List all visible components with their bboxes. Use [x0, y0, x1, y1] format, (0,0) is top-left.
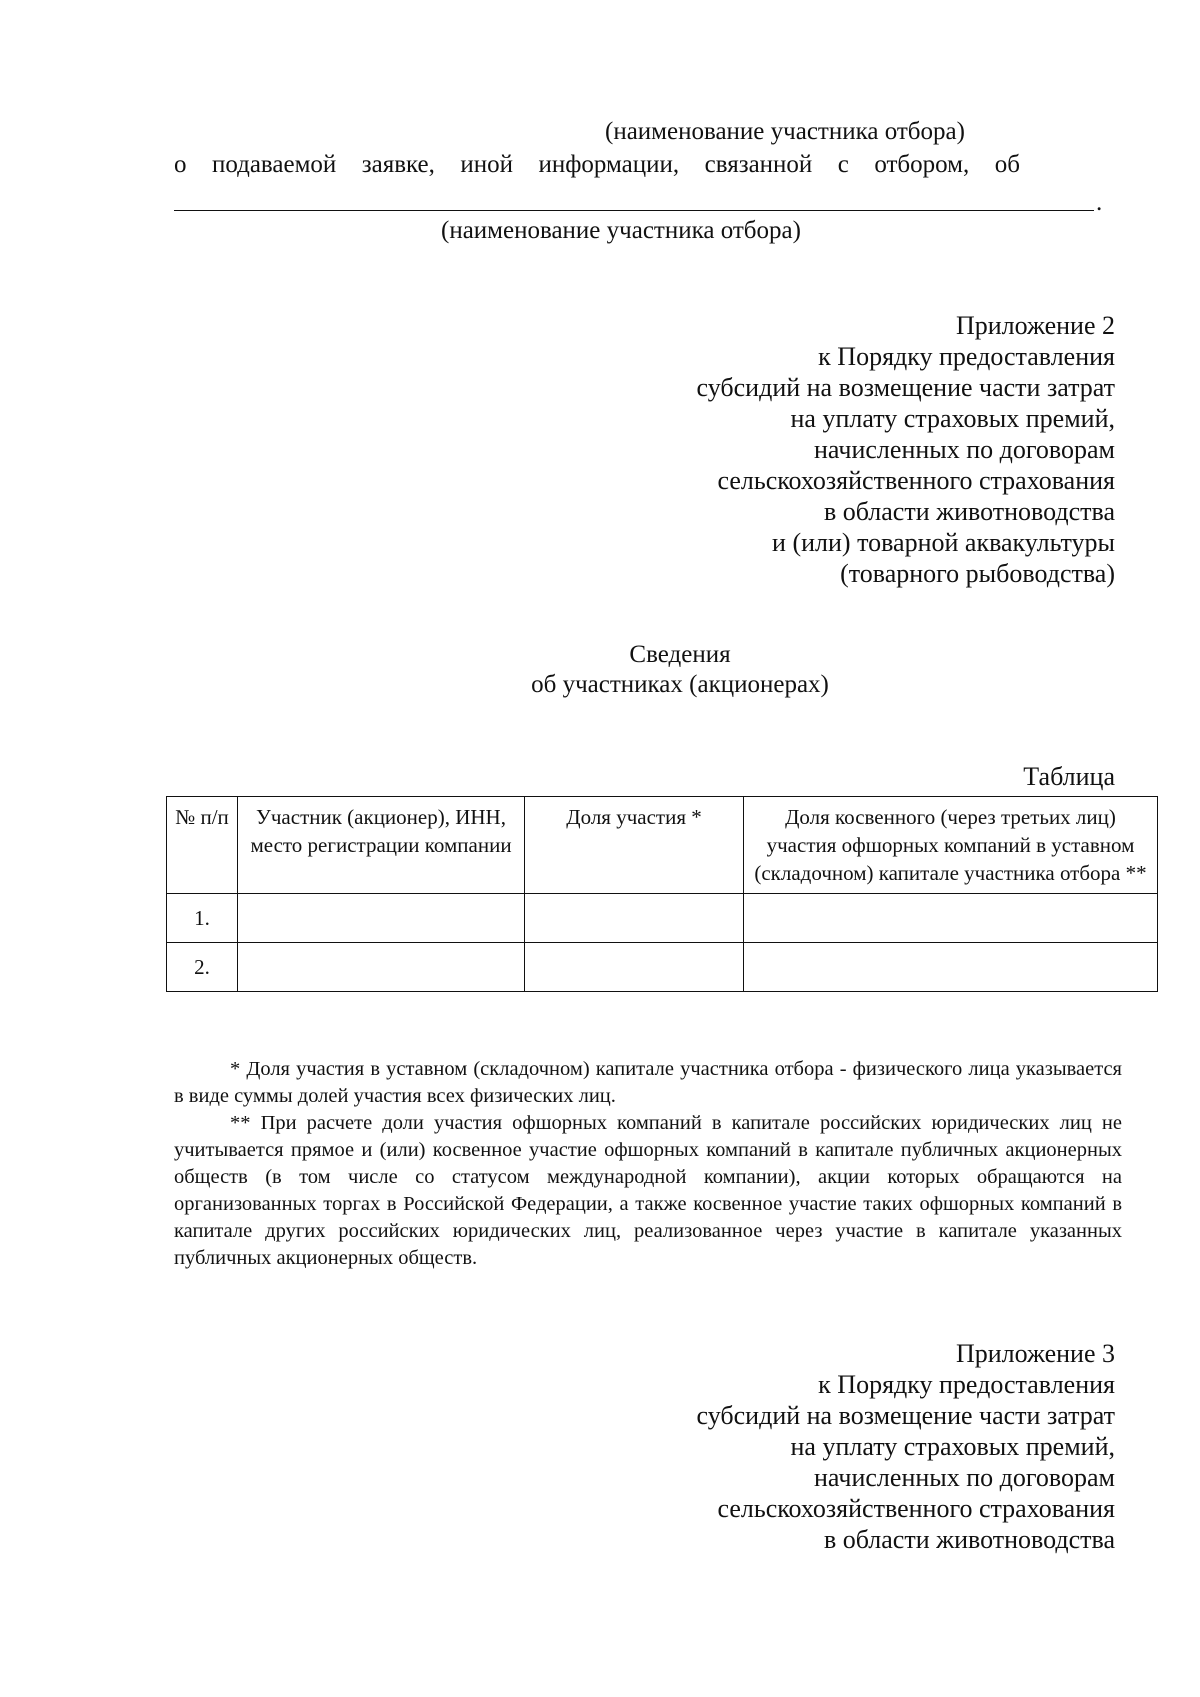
appendix-2-line: Приложение 2 [955, 311, 1115, 340]
appendix-2-line: субсидий на возмещение части затрат [696, 373, 1115, 402]
cell-share [525, 943, 744, 992]
participant-name-blank-line [174, 210, 1094, 211]
appendix-3-line: Приложение 3 [955, 1339, 1115, 1368]
appendix-3-line: к Порядку предоставления [818, 1370, 1115, 1399]
footnote-2: ** При расчете доли участия офшорных компаний в капитале российских юридических лиц не учитывается прямое и (или) косвенное участие офшорных компаний в капитале публичных акционерных обществ (в том числе со статусом международной компании), акции которых обращаются на организованных торгах в Российской Федерации, а также косвенное участие таких офшорных компаний в капитале других российских юридических лиц, реализованное через участие в капитале указанных публичных акционерных обществ. [174, 1112, 1122, 1269]
statement-word: о [174, 151, 187, 178]
cell-offshore-share [744, 943, 1158, 992]
participant-name-caption-bottom: (наименование участника отбора) [441, 217, 801, 244]
document-title-line-2: об участниках (акционерах) [531, 671, 829, 698]
statement-word: информации, [538, 151, 680, 178]
col-header-share: Доля участия * [525, 797, 744, 894]
table-header-row [167, 797, 1158, 894]
statement-word: заявке, [361, 151, 435, 178]
submission-statement-line [174, 150, 1020, 180]
appendix-3-line: на уплату страховых премий, [790, 1432, 1115, 1461]
statement-word: отбором, [874, 151, 970, 178]
document-title [80, 640, 1200, 700]
statement-word: с [837, 151, 849, 178]
appendix-2-line: сельскохозяйственного страхования [717, 466, 1115, 495]
col-header-number: № п/п [167, 797, 238, 894]
appendix-2-line: и (или) товарной аквакультуры [772, 528, 1115, 557]
statement-word: связанной [704, 151, 813, 178]
statement-word: подаваемой [211, 151, 337, 178]
table-label: Таблица [1023, 762, 1115, 791]
appendix-2-line: к Порядку предоставления [818, 342, 1115, 371]
blank-line-period: . [1096, 189, 1103, 216]
appendix-2-line: (товарного рыбоводства) [840, 559, 1115, 588]
appendix-3-line: сельскохозяйственного страхования [717, 1494, 1115, 1523]
appendix-2-heading [697, 310, 1115, 589]
cell-number: 1. [167, 894, 238, 943]
footnotes [174, 1056, 1122, 1272]
table-row [167, 943, 1158, 992]
cell-offshore-share [744, 894, 1158, 943]
statement-word: иной [460, 151, 513, 178]
statement-word: об [994, 151, 1020, 178]
appendix-3-line: начисленных по договорам [813, 1463, 1115, 1492]
appendix-3-line: в области животноводства [823, 1525, 1115, 1554]
footnote-1: * Доля участия в уставном (складочном) капитале участника отбора - физического лица указывается в виде суммы долей участия всех физических лиц. [174, 1058, 1122, 1107]
cell-participant [238, 943, 525, 992]
cell-number: 2. [167, 943, 238, 992]
appendix-2-line: начисленных по договорам [813, 435, 1115, 464]
shareholders-table [166, 796, 1158, 992]
appendix-2-line: в области животноводства [823, 497, 1115, 526]
appendix-3-heading [697, 1338, 1115, 1555]
document-title-line-1: Сведения [629, 641, 731, 668]
col-header-offshore-share: Доля косвенного (через третьих лиц) участия офшорных компаний в уставном (складочном) капитале участника отбора ** [744, 797, 1158, 894]
table-row [167, 894, 1158, 943]
cell-participant [238, 894, 525, 943]
cell-share [525, 894, 744, 943]
appendix-3-line: субсидий на возмещение части затрат [696, 1401, 1115, 1430]
col-header-participant: Участник (акционер), ИНН, место регистрации компании [238, 797, 525, 894]
participant-name-caption-top: (наименование участника отбора) [605, 118, 965, 145]
appendix-2-line: на уплату страховых премий, [790, 404, 1115, 433]
